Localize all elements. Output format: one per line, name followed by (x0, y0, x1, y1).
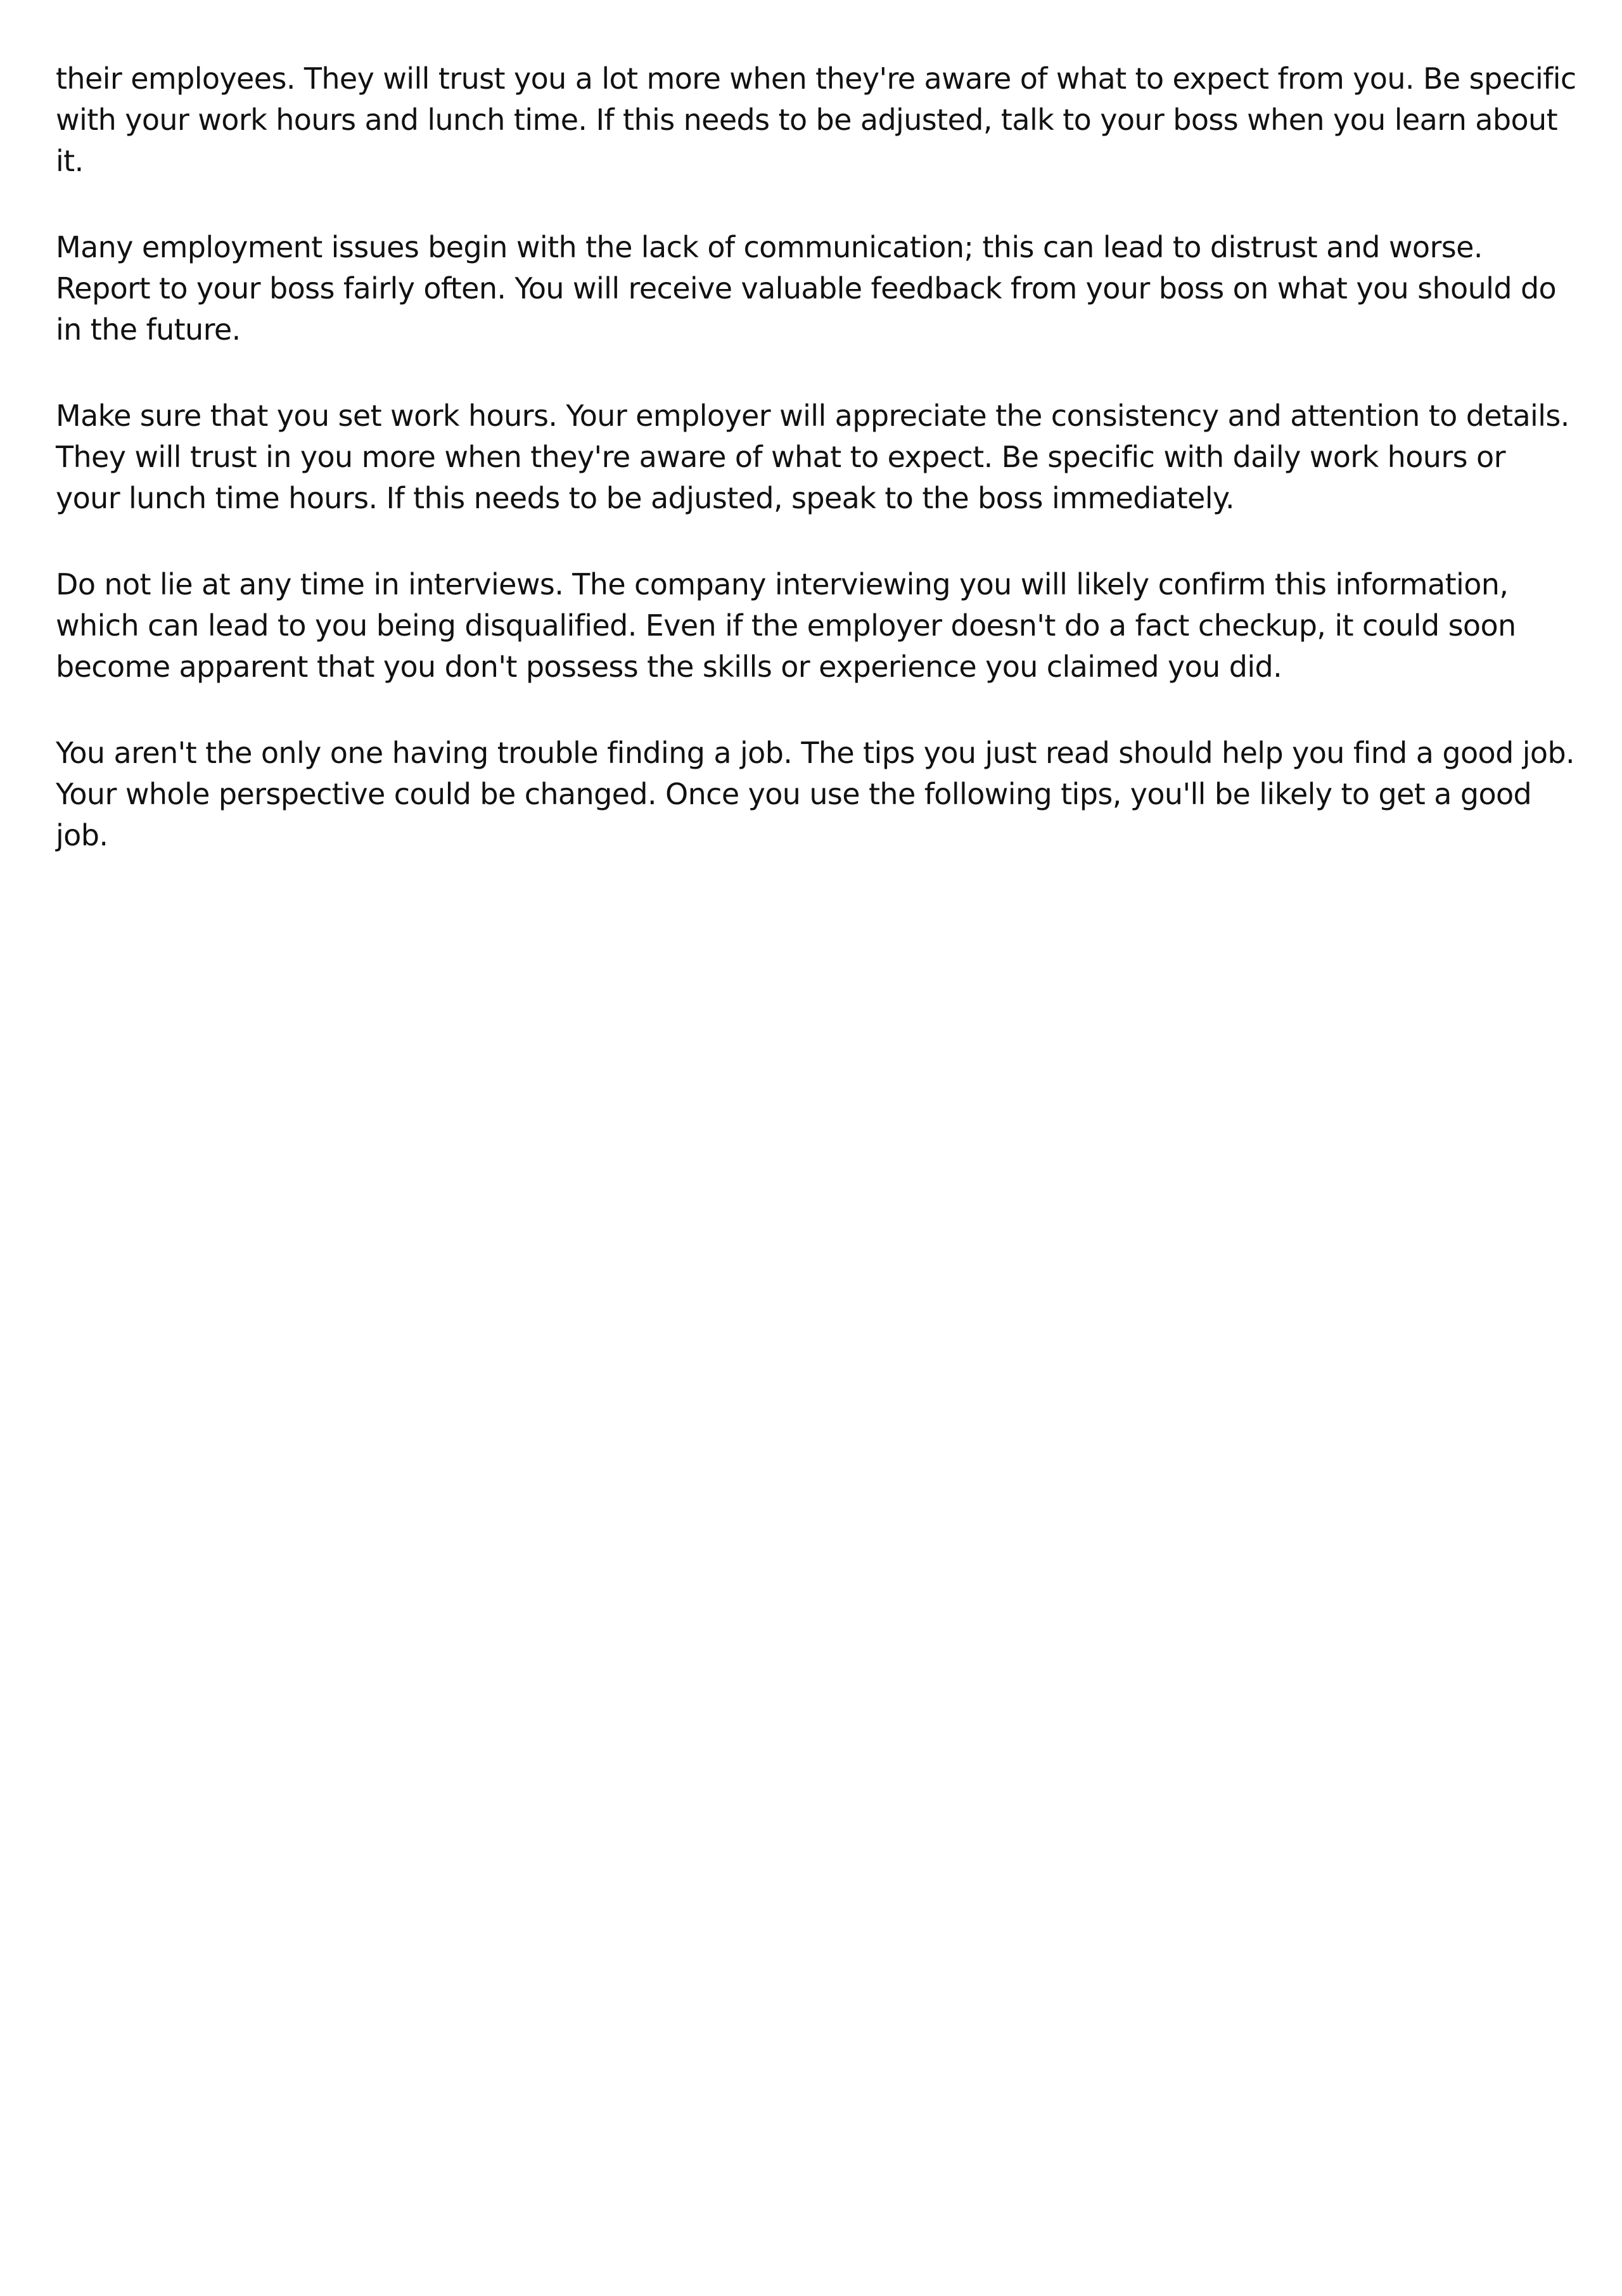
paragraph-2: Many employment issues begin with the lack of communication; this can lead to distrust and worse. Report to your boss fairly often. You will receive valuable feedback from your boss on what you should do in the future. (56, 230, 1557, 347)
paragraph-3: Make sure that you set work hours. Your employer will appreciate the consistency and attention to details. They will trust in you more when they're aware of what to expect. Be specific with daily work hours or your lunch time hours. If this needs to be adjusted, speak to the boss immediately. (56, 399, 1569, 515)
paragraph-5: You aren't the only one having trouble finding a job. The tips you just read should help you find a good job. Your whole perspective could be changed. Once you use the following tips, you'll be likely to get a good job. (56, 736, 1575, 852)
paragraph-1: their employees. They will trust you a lot more when they're aware of what to expect from you. Be specific with your work hours and lunch time. If this needs to be adjusted, talk to your boss when you learn about it. (56, 61, 1576, 178)
document-body (56, 58, 1576, 901)
paragraph-4: Do not lie at any time in interviews. The company interviewing you will likely confirm this information, which can lead to you being disqualified. Even if the employer doesn't do a fact checkup, it could soon become apparent that you don't possess the skills or experience you claimed you did. (56, 567, 1516, 684)
